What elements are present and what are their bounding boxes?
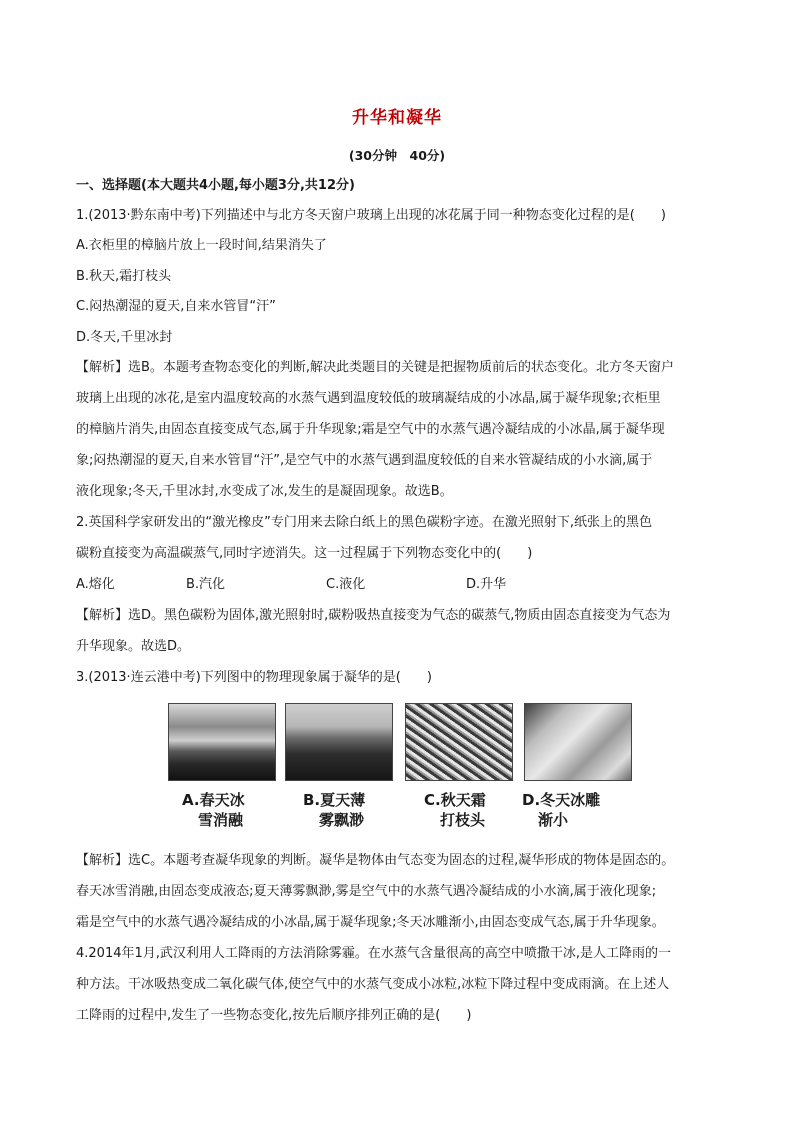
caption-line: 打枝头	[440, 811, 486, 829]
q4-stem: 工降雨的过程中,发生了一些物态变化,按先后顺序排列正确的是( )	[76, 1008, 472, 1023]
caption-line: 雪消融	[198, 811, 244, 829]
q3-caption-b	[303, 790, 365, 830]
q3-caption-d	[522, 790, 600, 830]
q1-option-c: C.闷热潮湿的夏天,自来水管冒“汗”	[76, 299, 276, 314]
q1-option-d: D.冬天,千里冰封	[76, 330, 173, 345]
q2-option-c: C.液化	[326, 577, 366, 592]
q1-option-b: B.秋天,霜打枝头	[76, 269, 172, 284]
q1-analysis-line: 玻璃上出现的冰花,是室内温度较高的水蒸气遇到温度较低的玻璃凝结成的小冰晶,属于凝华现象;衣柜里	[76, 391, 661, 406]
q1-stem: 1.(2013·黔东南中考)下列描述中与北方冬天窗户玻璃上出现的冰花属于同一种物态变化过程的是( )	[76, 208, 666, 223]
q3-analysis-line: 【解析】选C。本题考查凝华现象的判断。凝华是物体由气态变为固态的过程,凝华形成的物体是固态的。	[76, 853, 675, 868]
autumn-frost-photo	[405, 703, 513, 781]
caption-line: C.秋天霜	[424, 791, 486, 809]
q3-analysis-line: 霜是空气中的水蒸气遇冷凝结成的小冰晶,属于凝华现象;冬天冰雕渐小,由固态变成气态,属于升华现象。	[76, 915, 665, 930]
summer-mist-photo	[285, 703, 393, 781]
q1-analysis-line: 【解析】选B。本题考查物态变化的判断,解决此类题目的关键是把握物质前后的状态变化。北方冬天窗户	[76, 360, 675, 375]
caption-line: 渐小	[538, 811, 569, 829]
page-title: 升华和凝华	[352, 108, 442, 128]
q2-analysis-line: 升华现象。故选D。	[76, 639, 191, 654]
caption-line: 雾飘渺	[319, 811, 365, 829]
q3-caption-c	[424, 790, 486, 830]
section-heading: 一、选择题(本大题共4小题,每小题3分,共12分)	[76, 178, 355, 193]
ice-sculpture-photo	[524, 703, 632, 781]
q3-analysis-line: 春天冰雪消融,由固态变成液态;夏天薄雾飘渺,雾是空气中的水蒸气遇冷凝结成的小水滴,属于液化现象;	[76, 884, 657, 899]
q2-option-d: D.升华	[466, 577, 507, 592]
melting-ice-snow-photo	[168, 703, 276, 781]
caption-line: D.冬天冰雕	[522, 791, 601, 809]
q2-stem: 碳粉直接变为高温碳蒸气,同时字迹消失。这一过程属于下列物态变化中的( )	[76, 546, 533, 561]
caption-line: A.春天冰	[182, 791, 245, 809]
q4-stem: 种方法。干冰吸热变成二氧化碳气体,使空气中的水蒸气变成小冰粒,冰粒下降过程中变成雨滴。在上述人	[76, 977, 670, 992]
q1-analysis-line: 象;闷热潮湿的夏天,自来水管冒“汗”,是空气中的水蒸气遇到温度较低的自来水管凝结成的小水滴,属于	[76, 453, 653, 468]
time-score-subtitle: (30分钟 40分)	[348, 148, 446, 163]
q2-stem: 2.英国科学家研发出的“激光橡皮”专门用来去除白纸上的黑色碳粉字迹。在激光照射下,纸张上的黑色	[76, 515, 653, 530]
q3-caption-a	[182, 790, 245, 830]
q3-stem: 3.(2013·连云港中考)下列图中的物理现象属于凝华的是( )	[76, 670, 432, 685]
q1-analysis-line: 的樟脑片消失,由固态直接变成气态,属于升华现象;霜是空气中的水蒸气遇冷凝结成的小冰晶,属于凝华现	[76, 422, 665, 437]
caption-line: B.夏天薄	[303, 791, 366, 809]
q1-option-a: A.衣柜里的樟脑片放上一段时间,结果消失了	[76, 238, 327, 253]
q2-analysis-line: 【解析】选D。黑色碳粉为固体,激光照射时,碳粉吸热直接变为气态的碳蒸气,物质由固态直接变为气态为	[76, 608, 671, 623]
q2-option-a: A.熔化	[76, 577, 115, 592]
q1-analysis-line: 液化现象;冬天,千里冰封,水变成了冰,发生的是凝固现象。故选B。	[76, 484, 453, 499]
q4-stem: 4.2014年1月,武汉利用人工降雨的方法消除雾霾。在水蒸气含量很高的高空中喷撒干冰,是人工降雨的一	[76, 946, 672, 961]
q2-option-b: B.汽化	[186, 577, 226, 592]
